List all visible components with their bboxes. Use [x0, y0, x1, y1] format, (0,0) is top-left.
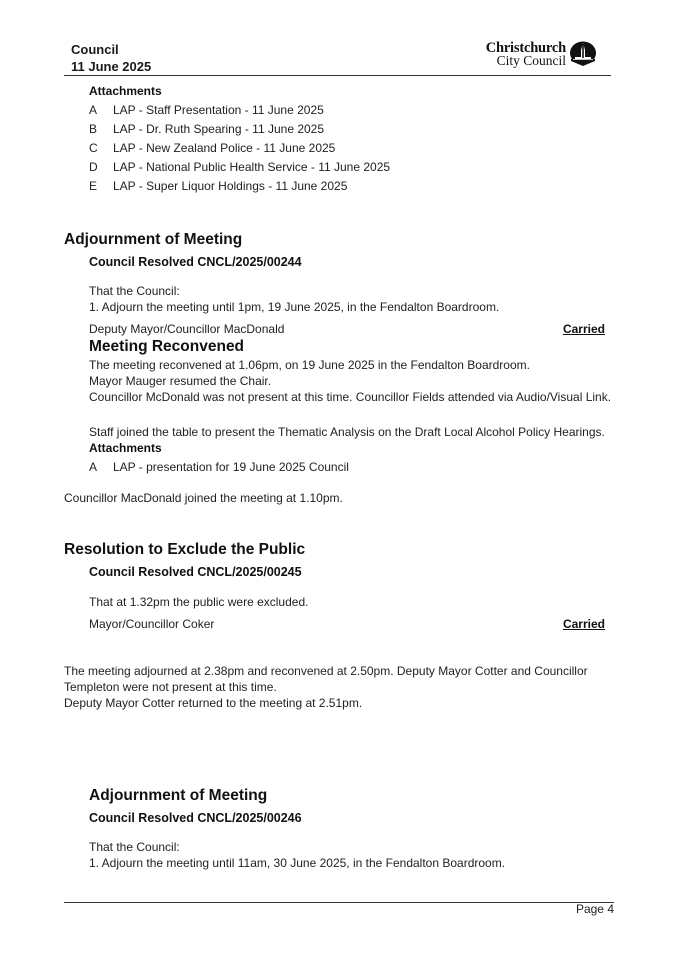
section-heading-adjournment: Adjournment of Meeting — [89, 787, 268, 804]
resolution-text: That the Council: — [89, 840, 180, 854]
attachment-letter: B — [89, 122, 98, 136]
attachment-label[interactable]: LAP - Dr. Ruth Spearing - 11 June 2025 — [113, 122, 325, 136]
document-title: Council — [71, 42, 119, 57]
mover-seconder: Mayor/Councillor Coker — [89, 617, 215, 631]
staff-text: Staff joined the table to present the Thematic Analysis on the Draft Local Alcohol Policy Hearings. — [89, 425, 605, 439]
footer-divider — [64, 902, 614, 903]
attachment-label[interactable]: LAP - Staff Presentation - 11 June 2025 — [113, 103, 324, 117]
adjourned-note: Deputy Mayor Cotter returned to the meeting at 2.51pm. — [64, 696, 363, 710]
section-heading-reconvened: Meeting Reconvened — [89, 338, 245, 355]
resolution-text: That at 1.32pm the public were excluded. — [89, 595, 309, 609]
resolution-number: Council Resolved CNCL/2025/00244 — [89, 255, 302, 269]
attachment-letter: E — [89, 179, 98, 193]
reconvened-text: Councillor McDonald was not present at this time. Councillor Fields attended via Audio/Visual Link. — [89, 390, 612, 404]
attachment-letter: A — [89, 460, 98, 474]
logo-line-1: Christchurch — [485, 40, 566, 56]
attachment-item[interactable] — [89, 179, 347, 193]
attachment-item[interactable] — [89, 460, 349, 474]
council-logo — [470, 40, 600, 72]
attachment-label[interactable]: LAP - Super Liquor Holdings - 11 June 2025 — [113, 179, 348, 193]
page-number: Page 4 — [575, 902, 614, 916]
resolution-text: That the Council: — [89, 284, 180, 298]
resolution-number: Council Resolved CNCL/2025/00245 — [89, 565, 302, 579]
reconvened-text: Mayor Mauger resumed the Chair. — [89, 374, 272, 388]
mover-seconder: Deputy Mayor/Councillor MacDonald — [89, 322, 285, 336]
logo-line-2: City Council — [496, 53, 566, 68]
attachment-item[interactable] — [89, 160, 390, 174]
section-heading-adjournment: Adjournment of Meeting — [64, 231, 243, 248]
attachment-letter: C — [89, 141, 98, 155]
resolution-text: 1. Adjourn the meeting until 1pm, 19 June 2025, in the Fendalton Boardroom. — [89, 300, 500, 314]
adjourned-note: The meeting adjourned at 2.38pm and reconvened at 2.50pm. Deputy Mayor Cotter and Councillor — [64, 664, 588, 678]
attachment-label[interactable]: LAP - National Public Health Service - 11 June 2025 — [113, 160, 391, 174]
attachment-label[interactable]: LAP - New Zealand Police - 11 June 2025 — [113, 141, 336, 155]
attachments-heading: Attachments — [89, 84, 162, 98]
attachments-heading: Attachments — [89, 441, 162, 455]
attachment-item[interactable] — [89, 141, 335, 155]
cathedral-logo-icon — [569, 41, 597, 67]
attachment-label[interactable]: LAP - presentation for 19 June 2025 Council — [113, 460, 349, 474]
carried-status: Carried — [562, 322, 605, 336]
header-divider — [64, 75, 611, 76]
attachment-item[interactable] — [89, 103, 324, 117]
carried-status: Carried — [562, 617, 605, 631]
resolution-text: 1. Adjourn the meeting until 11am, 30 June 2025, in the Fendalton Boardroom. — [89, 856, 506, 870]
section-heading-exclude-public: Resolution to Exclude the Public — [64, 541, 306, 558]
reconvened-text: The meeting reconvened at 1.06pm, on 19 June 2025 in the Fendalton Boardroom. — [89, 358, 530, 372]
resolution-number: Council Resolved CNCL/2025/00246 — [89, 811, 302, 825]
adjourned-note: Templeton were not present at this time. — [64, 680, 277, 694]
document-date: 11 June 2025 — [71, 59, 152, 74]
attachment-item[interactable] — [89, 122, 324, 136]
attachment-letter: A — [89, 103, 98, 117]
attachment-letter: D — [89, 160, 98, 174]
joined-note: Councillor MacDonald joined the meeting at 1.10pm. — [64, 491, 343, 505]
